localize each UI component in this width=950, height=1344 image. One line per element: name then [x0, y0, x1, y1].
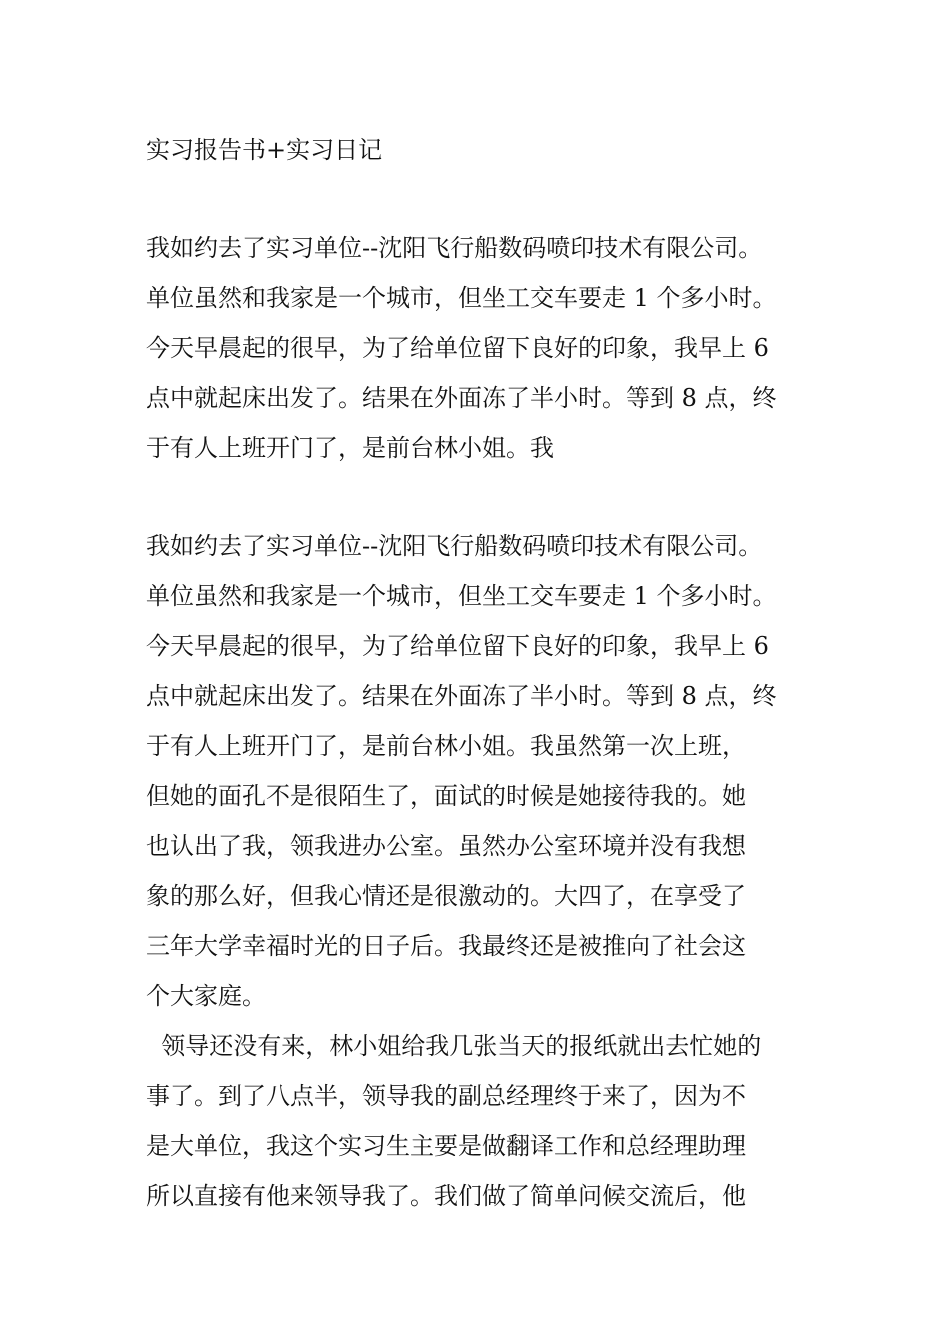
paragraph-2-line: 象的那么好，但我心情还是很激动的。大四了，在享受了 — [146, 882, 746, 910]
paragraph-1-line: 于有人上班开门了，是前台林小姐。我 — [146, 434, 554, 462]
paragraph-3-line: 所以直接有他来领导我了。我们做了简单问候交流后，他 — [146, 1182, 746, 1210]
paragraph-1-line: 今天早晨起的很早，为了给单位留下良好的印象，我早上 6 — [146, 334, 769, 362]
paragraph-2-line: 今天早晨起的很早，为了给单位留下良好的印象，我早上 6 — [146, 632, 769, 660]
paragraph-2-line: 但她的面孔不是很陌生了，面试的时候是她接待我的。她 — [146, 782, 746, 810]
paragraph-3-line: 事了。到了八点半，领导我的副总经理终于来了，因为不 — [146, 1082, 746, 1110]
paragraph-2-line: 我如约去了实习单位--沈阳飞行船数码喷印技术有限公司。 — [146, 532, 763, 560]
paragraph-2-line: 三年大学幸福时光的日子后。我最终还是被推向了社会这 — [146, 932, 746, 960]
paragraph-3-line: 是大单位，我这个实习生主要是做翻译工作和总经理助理 — [146, 1132, 746, 1160]
paragraph-2-line: 也认出了我，领我进办公室。虽然办公室环境并没有我想 — [146, 832, 746, 860]
paragraph-1-line: 单位虽然和我家是一个城市，但坐工交车要走 1 个多小时。 — [146, 284, 777, 312]
document-title: 实习报告书+实习日记 — [146, 136, 383, 164]
paragraph-1-line: 点中就起床出发了。结果在外面冻了半小时。等到 8 点，终 — [146, 384, 777, 412]
paragraph-3-line: 领导还没有来，林小姐给我几张当天的报纸就出去忙她的 — [146, 1032, 762, 1060]
paragraph-2-line: 单位虽然和我家是一个城市，但坐工交车要走 1 个多小时。 — [146, 582, 777, 610]
paragraph-1-line: 我如约去了实习单位--沈阳飞行船数码喷印技术有限公司。 — [146, 234, 763, 262]
paragraph-2-line: 个大家庭。 — [146, 982, 266, 1010]
paragraph-2-line: 点中就起床出发了。结果在外面冻了半小时。等到 8 点，终 — [146, 682, 777, 710]
paragraph-2-line: 于有人上班开门了，是前台林小姐。我虽然第一次上班， — [146, 732, 746, 760]
